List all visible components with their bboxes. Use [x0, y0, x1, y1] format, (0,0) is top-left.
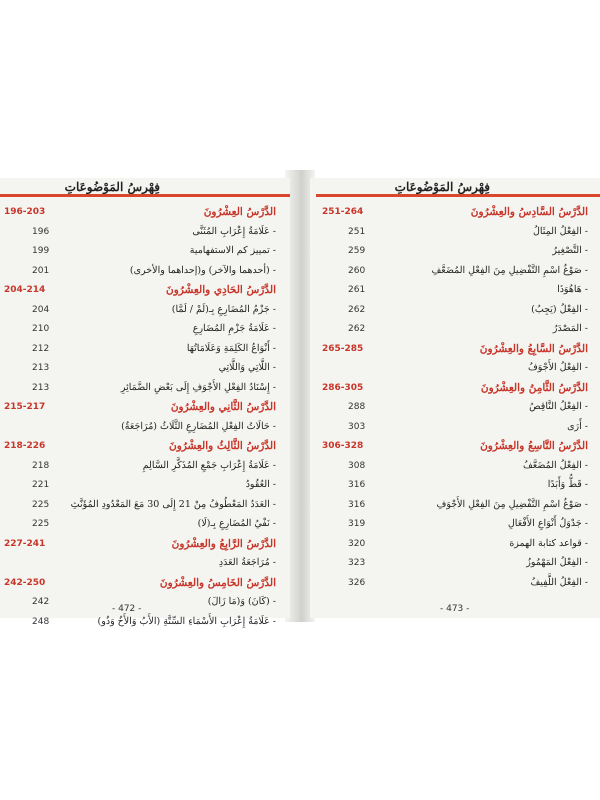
- toc-entry-title: - صَوْغُ اسْمِ التَّفْضِيلِ مِنَ الفِعْلِ الأَجْوَفِ: [436, 499, 588, 510]
- toc-page-number: 242: [32, 597, 50, 607]
- toc-entry-title: - الفِعْلُ المِثَالُ: [533, 226, 588, 237]
- right-page-header: [310, 178, 600, 200]
- toc-page-number: 204-214: [4, 285, 46, 295]
- toc-lesson-title: الدَّرْسُ التَّاسِعُ والعِشْرُونَ: [480, 440, 588, 452]
- toc-page-number: 213: [32, 363, 50, 373]
- toc-page-number: 316: [348, 499, 366, 510]
- toc-entry-title: - صَوْغُ اسْمِ التَّفْضِيلِ مِنَ الفِعْلِ المُضَعَّفِ: [431, 265, 588, 276]
- toc-page-number: 204: [32, 304, 50, 315]
- toc-page-number: 215-217: [4, 402, 46, 412]
- header-rule: [316, 194, 600, 197]
- toc-page-number: 288: [348, 402, 366, 412]
- toc-page-number: 326: [348, 577, 366, 588]
- toc-entry-row: [310, 555, 600, 575]
- toc-entry-row: [0, 380, 290, 400]
- toc-entry-title: - تمييز كم الاستفهامية: [190, 245, 276, 256]
- toc-entry-title: - إِسْنَادُ الفِعْلِ الأَجْوَفِ إِلَى بَعْضِ الضَّمَائِرِ: [121, 382, 276, 393]
- toc-entry-row: [310, 263, 600, 283]
- toc-entry-row: [0, 419, 290, 439]
- toc-entry-row: [0, 360, 290, 380]
- toc-lesson-title: الدَّرْسُ الثَّالِثُ والعِشْرُونَ: [168, 440, 276, 452]
- toc-page-number: 251-264: [322, 207, 364, 217]
- toc-entry-title: - نَفْيُ المُضَارِعِ بِـ(لَا): [198, 518, 276, 529]
- toc-entry-title: - قَطُّ وَأَبَدًا: [548, 479, 588, 490]
- toc-entry-title: - (كَانَ) وَ(مَا زَالَ): [208, 596, 276, 607]
- toc-entry-title: - التَّصْغِيرُ: [552, 245, 588, 256]
- toc-lesson-row: [310, 438, 600, 458]
- toc-lesson-row: [310, 380, 600, 400]
- toc-page-number: 323: [348, 558, 366, 568]
- left-page-header: [0, 178, 290, 200]
- toc-page-number: 196: [32, 226, 50, 237]
- toc-page-number: 242-250: [4, 577, 46, 588]
- toc-entry-title: - هَاهُوَذَا: [557, 284, 588, 295]
- toc-entry-title: - جَدْوَلُ أَنْوَاعِ الأَفْعَالِ: [508, 518, 588, 529]
- toc-page-number: 319: [348, 519, 366, 529]
- toc-lesson-row: [0, 575, 290, 595]
- toc-page-number: 265-285: [322, 343, 364, 354]
- toc-page-number: 259: [348, 246, 366, 256]
- toc-entry-row: [0, 497, 290, 517]
- toc-entry-title: - مُرَاجَعَةُ العَدَدِ: [219, 557, 276, 568]
- toc-lesson-row: [0, 282, 290, 302]
- right-page-title: فِهْرِسُ المَوْضُوعَاتِ: [394, 180, 490, 194]
- toc-lesson-row: [0, 438, 290, 458]
- toc-page-number: 303: [348, 421, 366, 432]
- toc-entry-title: - عَلَامَةُ إِعْرَابِ الأَسْمَاءِ السِّتَّةِ (الأَبُ وَالأَخُ وَذُو): [98, 616, 276, 627]
- right-page: [310, 178, 600, 618]
- toc-entry-row: [310, 458, 600, 478]
- toc-entry-row: [0, 477, 290, 497]
- toc-entry-title: - حَالَاتُ الفِعْلِ المُضَارِعِ الثَّلَاثُ (مُرَاجَعَةٌ): [121, 421, 276, 432]
- toc-page-number: 248: [32, 616, 50, 627]
- toc-entry-row: [310, 224, 600, 244]
- toc-lesson-row: [0, 399, 290, 419]
- toc-entry-title: - اللَّاتِي وَاللَّاتِي: [219, 362, 276, 373]
- toc-entry-row: [0, 243, 290, 263]
- toc-page-number: 227-241: [4, 538, 46, 549]
- toc-entry-title: - الفِعْلُ الأَجْوَفُ: [528, 362, 588, 373]
- toc-entry-title: - أَنْوَاعُ الكَلِمَةِ وَعَلَامَاتُهَا: [187, 343, 276, 354]
- toc-entry-title: - الفِعْلُ المَهْمُوزُ: [526, 557, 588, 568]
- toc-entry-row: [310, 360, 600, 380]
- left-page-title: فِهْرِسُ المَوْضُوعَاتِ: [64, 180, 160, 194]
- toc-entry-title: - أَرَى: [567, 421, 588, 432]
- toc-entry-row: [0, 594, 290, 614]
- right-page-number: - 473 -: [440, 604, 470, 614]
- toc-entry-row: [310, 419, 600, 439]
- toc-page-number: 218: [32, 460, 50, 471]
- toc-entry-row: [310, 321, 600, 341]
- toc-page-number: 221: [32, 480, 50, 490]
- toc-entry-title: - العُقُودُ: [246, 479, 276, 490]
- toc-page-number: 201: [32, 265, 50, 276]
- toc-entry-row: [310, 536, 600, 556]
- toc-entry-row: [0, 224, 290, 244]
- toc-page-number: 306-328: [322, 441, 364, 451]
- toc-entry-title: - جَزْمُ المُضَارِعِ بِـ(لَمْ / لَمَّا): [172, 304, 276, 315]
- header-rule: [0, 194, 290, 197]
- toc-page-number: 199: [32, 246, 50, 256]
- toc-page-number: 218-226: [4, 441, 46, 451]
- toc-entry-row: [0, 516, 290, 536]
- toc-entry-row: [310, 282, 600, 302]
- toc-page-number: 260: [348, 265, 366, 276]
- toc-page-number: 286-305: [322, 382, 364, 393]
- toc-page-number: 225: [32, 519, 50, 529]
- toc-entry-title: - الفِعْلُ (يَجِبُ): [531, 304, 588, 315]
- toc-lesson-title: الدَّرْسُ العِشْرُونَ: [203, 206, 276, 218]
- toc-entry-title: - (أحدهما والآخر) و(إحداهما والأخرى): [130, 265, 276, 276]
- toc-entry-title: - عَلَامَةُ إِعْرَابِ المُثَنَّى: [192, 226, 276, 237]
- left-page-number: - 472 -: [112, 604, 142, 614]
- toc-entry-title: - المَصْدَرُ: [553, 323, 588, 334]
- toc-entry-title: - الفِعْلُ المُضَعَّفُ: [523, 460, 588, 471]
- toc-page-number: 262: [348, 324, 366, 334]
- toc-entry-title: - الفِعْلُ اللَّفِيفُ: [530, 577, 588, 588]
- toc-entry-row: [310, 243, 600, 263]
- toc-entry-title: - الفِعْلُ النَّاقِصُ: [529, 401, 588, 412]
- toc-entry-title: - قواعد كتابة الهمزة: [509, 538, 588, 549]
- toc-lesson-title: الدَّرْسُ الرَّابِعُ والعِشْرُونَ: [171, 537, 276, 550]
- toc-lesson-title: الدَّرْسُ الثَّانِي والعِشْرُونَ: [170, 401, 276, 413]
- toc-page-number: 212: [32, 343, 50, 354]
- toc-entry-row: [0, 341, 290, 361]
- toc-lesson-title: الدَّرْسُ الحَادِي والعِشْرُونَ: [165, 284, 276, 296]
- right-toc: [310, 204, 600, 594]
- toc-page-number: 320: [348, 538, 366, 549]
- toc-entry-row: [0, 458, 290, 478]
- toc-lesson-title: الدَّرْسُ الخَامِسُ والعِشْرُونَ: [159, 576, 276, 589]
- toc-entry-row: [0, 614, 290, 634]
- toc-lesson-row: [0, 204, 290, 224]
- toc-lesson-row: [0, 536, 290, 556]
- toc-page-number: 196-203: [4, 207, 46, 217]
- toc-lesson-row: [310, 341, 600, 361]
- toc-entry-row: [0, 302, 290, 322]
- toc-lesson-row: [310, 204, 600, 224]
- toc-entry-row: [310, 497, 600, 517]
- toc-entry-row: [310, 399, 600, 419]
- toc-lesson-title: الدَّرْسُ السَّابِعُ والعِشْرُونَ: [479, 342, 588, 355]
- toc-page-number: 308: [348, 460, 366, 471]
- toc-entry-row: [310, 575, 600, 595]
- toc-entry-title: - عَلَامَةُ إِعْرَابِ جَمْعِ المُذَكَّرِ السَّالِمِ: [143, 460, 276, 471]
- toc-entry-row: [0, 555, 290, 575]
- toc-page-number: 316: [348, 480, 366, 490]
- left-toc: [0, 204, 290, 633]
- toc-page-number: 251: [348, 226, 366, 237]
- toc-entry-row: [0, 321, 290, 341]
- left-page: [0, 178, 290, 627]
- toc-entry-title: - العَدَدُ المَعْطُوفُ مِنْ 21 إِلَى 30 مَعَ المَعْدُودِ المُؤَنَّثِ: [71, 499, 276, 510]
- toc-page-number: 210: [32, 324, 50, 334]
- toc-lesson-title: الدَّرْسُ السَّادِسُ والعِشْرُونَ: [470, 206, 588, 218]
- toc-entry-row: [310, 516, 600, 536]
- toc-entry-title: - عَلَامَةُ جَزْمِ المُضَارِعِ: [193, 323, 276, 334]
- toc-page-number: 262: [348, 304, 366, 315]
- toc-entry-row: [0, 263, 290, 283]
- toc-page-number: 225: [32, 499, 50, 510]
- toc-lesson-title: الدَّرْسُ الثَّامِنُ والعِشْرُونَ: [480, 381, 588, 394]
- toc-page-number: 213: [32, 382, 50, 393]
- toc-entry-row: [310, 302, 600, 322]
- toc-page-number: 261: [348, 285, 366, 295]
- toc-entry-row: [310, 477, 600, 497]
